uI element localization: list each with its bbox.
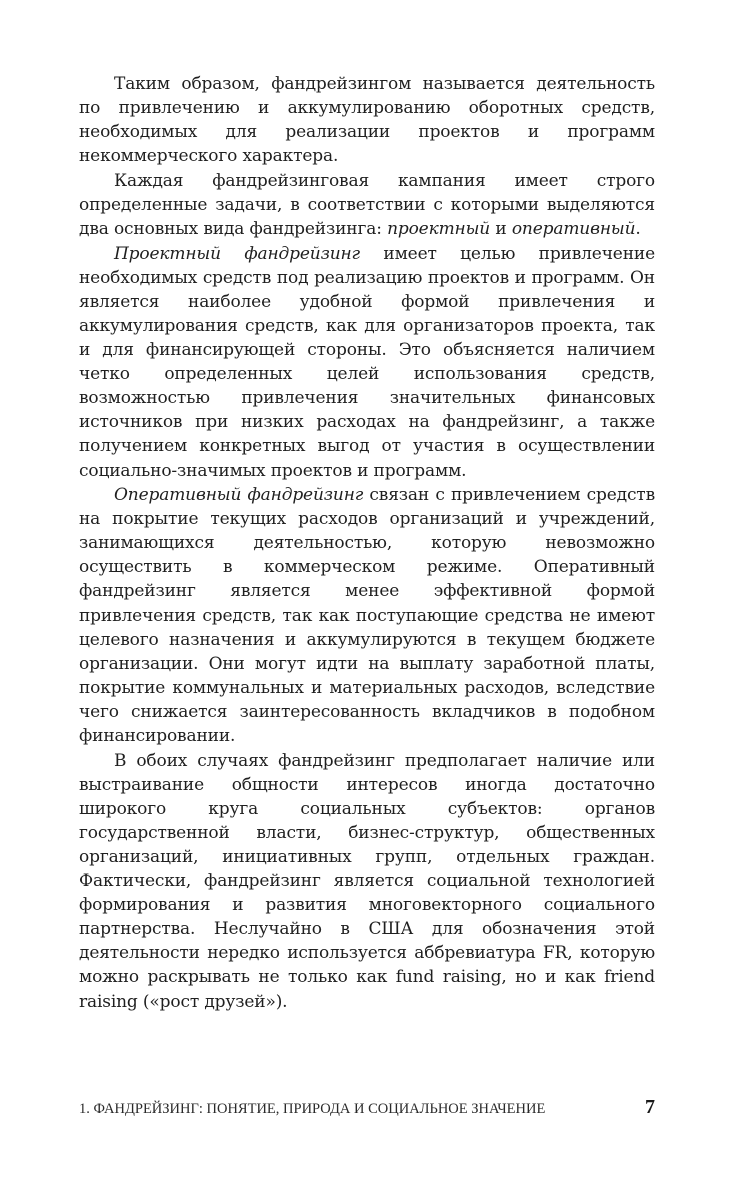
paragraph-project-fundraising-text: имеет целью привлечение необходимых средств под реализацию проектов и программ. Он является наиболее удобной формой привлечения и аккумулирования средств, как для организаторов проекта, так и для финансирующей стороны. Это объясняется наличием четко определенных целей использования средств, возможностью привлечения значительных финансовых источников при низких расходах на фандрейзинг, а также получением конкретных выгод от участия в осуществлении социально-значимых проектов и программ. bbox=[79, 243, 655, 481]
sentence-end: . bbox=[635, 219, 641, 240]
running-head: 1. ФАНДРЕЙЗИНГ: ПОНЯТИЕ, ПРИРОДА И СОЦИАЛЬНОЕ ЗНАЧЕНИЕ bbox=[79, 1101, 546, 1117]
paragraph-types-text: Каждая фандрейзинговая кампания имеет строго определенные задачи, в соответствии с которыми выделяются два основных вида фандрейзинга: bbox=[79, 170, 655, 240]
term-operational: оперативный bbox=[511, 219, 636, 240]
paragraph-operational-fundraising-text: связан с привлечением средств на покрытие текущих расходов организаций и учреждений, занимающихся деятельностью, которую невозможно осуществить в коммерческом режиме. Оперативный фандрейзинг является менее эффективной формой привлечения средств, так как поступающие средства не имеют целевого назначения и аккумулируются в текущем бюджете организации. Они могут идти на выплату заработной платы, покрытие коммунальных и материальных расходов, вследствие чего снижается заинтересованность вкладчиков в подобном финансировании. bbox=[79, 485, 655, 747]
term-operational-fundraising: Оперативный фандрейзинг bbox=[114, 485, 364, 506]
paragraph-operational-fundraising bbox=[79, 483, 655, 748]
paragraph-definition: Таким образом, фандрейзингом называется деятельность по привлечению и аккумулированию оборотных средств, необходимых для реализации проектов и программ некоммерческого характера. bbox=[79, 74, 655, 167]
term-project: проектный bbox=[387, 219, 491, 240]
conjunction: и bbox=[490, 219, 512, 240]
paragraph-types bbox=[79, 169, 655, 241]
term-project-fundraising: Проектный фандрейзинг bbox=[114, 243, 360, 264]
page-footer bbox=[79, 1098, 655, 1120]
paragraph-project-fundraising bbox=[79, 242, 655, 483]
page-number: 7 bbox=[645, 1096, 655, 1118]
page-body bbox=[79, 72, 655, 1014]
paragraph-common-interests: В обоих случаях фандрейзинг предполагает наличие или выстраивание общности интересов иногда достаточно широкого круга социальных субъектов: органов государственной власти, бизнес-структур, общественных организаций, инициативных групп, отдельных граждан. Фактически, фандрейзинг является социальной технологией формирования и развития многовекторного социального партнерства. Неслучайно в США для обозначения этой деятельности нередко используется аббревиатура FR, которую можно раскрывать не только как fund raising, но и как friend raising («рост друзей»). bbox=[79, 750, 655, 1012]
